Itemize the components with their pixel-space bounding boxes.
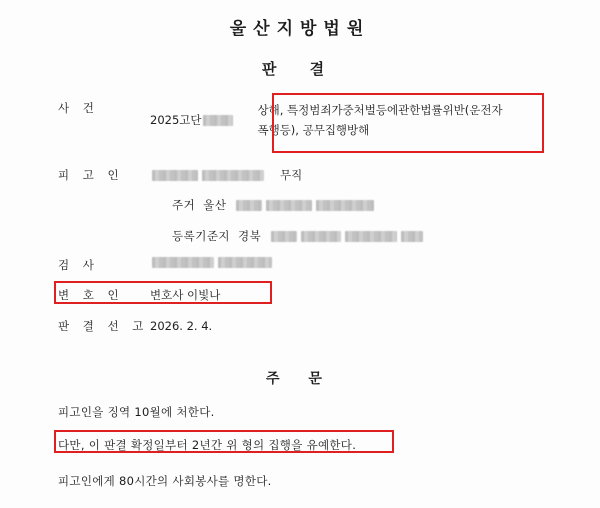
defendant-row xyxy=(58,167,302,184)
case-value xyxy=(150,100,570,140)
redaction-defendant-info xyxy=(202,170,264,181)
order-line-2: 다만, 이 판결 확정일부터 2년간 위 형의 집행을 유예한다. xyxy=(58,438,357,452)
redaction-registry-4 xyxy=(401,231,423,242)
charge-line-2: 폭행등), 공무집행방해 xyxy=(257,123,370,137)
registry-region: 경북 xyxy=(238,229,262,243)
address-value xyxy=(172,197,376,214)
order-section-title: 주 문 xyxy=(266,371,334,387)
redaction-address-3 xyxy=(316,200,374,211)
case-label: 사 건 xyxy=(58,101,99,115)
address-row xyxy=(172,197,376,214)
redaction-address-2 xyxy=(266,200,312,211)
judgment-date-row xyxy=(58,318,212,335)
attorney-row xyxy=(58,287,220,304)
order-line-3: 피고인에게 80시간의 사회봉사를 명한다. xyxy=(58,474,272,488)
redaction-case-number xyxy=(203,115,233,126)
document-title: 판 결 xyxy=(261,60,339,78)
case-row xyxy=(58,100,570,140)
redaction-prosecutor-1 xyxy=(152,257,214,268)
redaction-prosecutor-2 xyxy=(218,257,272,268)
judgment-date-value: 2026. 2. 4. xyxy=(150,319,213,333)
redaction-registry-1 xyxy=(271,231,297,242)
order-line-1: 피고인을 징역 10월에 처한다. xyxy=(58,405,215,419)
redaction-registry-3 xyxy=(345,231,397,242)
redaction-defendant-name xyxy=(152,170,198,181)
defendant-occupation: 무직 xyxy=(280,168,303,182)
case-number-prefix: 2025고단 xyxy=(150,112,202,127)
prosecutor-row xyxy=(58,257,274,273)
address-label: 주거 xyxy=(172,198,196,212)
defendant-label: 피 고 인 xyxy=(58,168,124,182)
attorney-value: 변호사 이빛나 xyxy=(150,288,221,302)
charge-line-1: 상해, 특정범죄가중처벌등에관한법률위반(운전자 xyxy=(257,103,503,117)
charge-text xyxy=(257,100,502,140)
redaction-registry-2 xyxy=(301,231,341,242)
address-city: 울산 xyxy=(203,198,227,212)
registry-row xyxy=(172,228,425,245)
redaction-address-1 xyxy=(236,200,262,211)
prosecutor-value xyxy=(150,257,274,268)
prosecutor-label: 검 사 xyxy=(58,258,99,272)
court-title: 울산지방법원 xyxy=(229,19,371,39)
registry-label: 등록기준지 xyxy=(172,229,231,243)
defendant-value xyxy=(150,167,302,184)
judgment-date-label: 판 결 선 고 xyxy=(58,319,149,333)
registry-value xyxy=(172,228,425,245)
attorney-label: 변 호 인 xyxy=(58,288,124,302)
